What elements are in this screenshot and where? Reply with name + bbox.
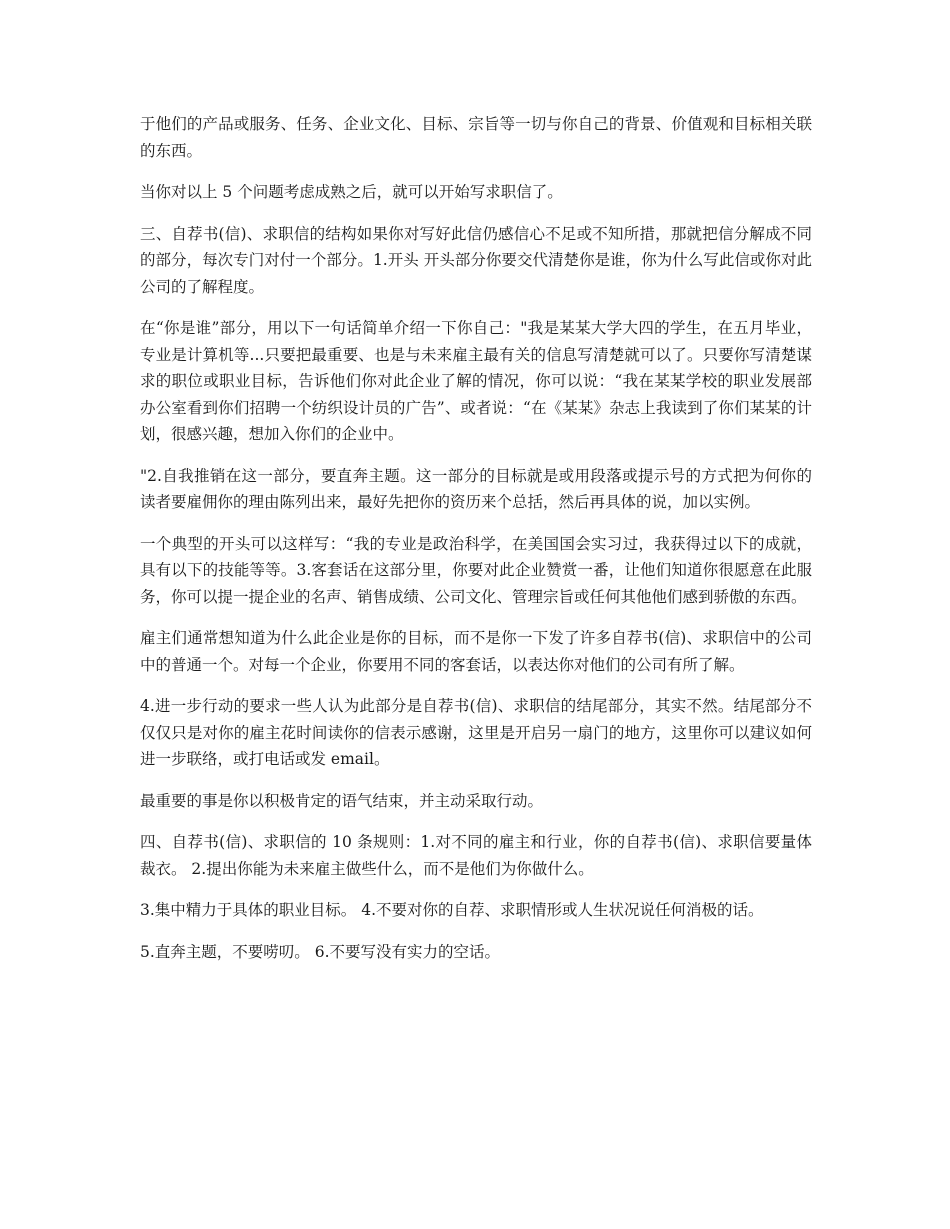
document-body [140,111,812,980]
paragraph-6: 一个典型的开头可以这样写：“我的专业是政治科学，在美国国会实习过，我获得过以下的成就，具有以下的技能等等。3.客套话在这部分里，你要对此企业赞赏一番，让他们知道你很愿意在此服务，你可以提一提企业的名声、销售成绩、公司文化、管理宗旨或任何其他他们感到骄傲的东西。 [140,534,812,606]
paragraph-9: 最重要的事是你以积极肯定的语气结束，并主动采取行动。 [140,791,544,810]
paragraph-12: 5.直奔主题，不要唠叨。 6.不要写没有实力的空话。 [140,942,501,961]
paragraph-2: 当你对以上 5 个问题考虑成熟之后，就可以开始写求职信了。 [140,183,563,201]
paragraph-7: 雇主们通常想知道为什么此企业是你的目标，而不是你一下发了许多自荐书(信)、求职信中的公司中的普通一个。对每一个企业，你要用不同的客套话，以表达你对他们的公司有所了解。 [140,629,812,674]
paragraph-5: "2.自我推销在这一部分，要直奔主题。这一部分的目标就是或用段落或提示号的方式把为何你的读者要雇佣你的理由陈列出来，最好先把你的资历来个总括，然后再具体的说，加以实例。 [140,466,812,511]
paragraph-4: 在“你是谁”部分，用以下一句话简单介绍一下你自己："我是某某大学大四的学生，在五月毕业，专业是计算机等...只要把最重要、也是与未来雇主最有关的信息写清楚就可以了。只要你写清楚谋求的职位或职业目标，告诉他们你对此企业了解的情况，你可以说：“我在某某学校的职业发展部办公室看到你们招聘一个纺织设计员的广告”、或者说：“在《某某》杂志上我读到了你们某某的计划，很感兴趣，想加入你们的企业中。 [140,319,812,443]
paragraph-8: 4.进一步行动的要求一些人认为此部分是自荐书(信)、求职信的结尾部分，其实不然。结尾部分不仅仅只是对你的雇主花时间读你的信表示感谢，这里是开启另一扇门的地方，这里你可以建议如何进一步联络，或打电话或发 email。 [140,697,812,768]
paragraph-3: 三、自荐书(信)、求职信的结构如果你对写好此信仍感信心不足或不知所措，那就把信分解成不同的部分，每次专门对付一个部分。1.开头 开头部分你要交代清楚你是谁，你为什么写此信或你对此公司的了解程度。 [140,224,812,296]
paragraph-10: 四、自荐书(信)、求职信的 10 条规则：1.对不同的雇主和行业，你的自荐书(信)、求职信要量体裁衣。 2.提出你能为未来雇主做些什么，而不是他们为你做什么。 [140,833,812,878]
paragraph-1: 于他们的产品或服务、任务、企业文化、目标、宗旨等一切与你自己的背景、价值观和目标相关联的东西。 [140,115,812,160]
paragraph-11: 3.集中精力于具体的职业目标。 4.不要对你的自荐、求职情形或人生状况说任何消极的话。 [140,901,764,919]
